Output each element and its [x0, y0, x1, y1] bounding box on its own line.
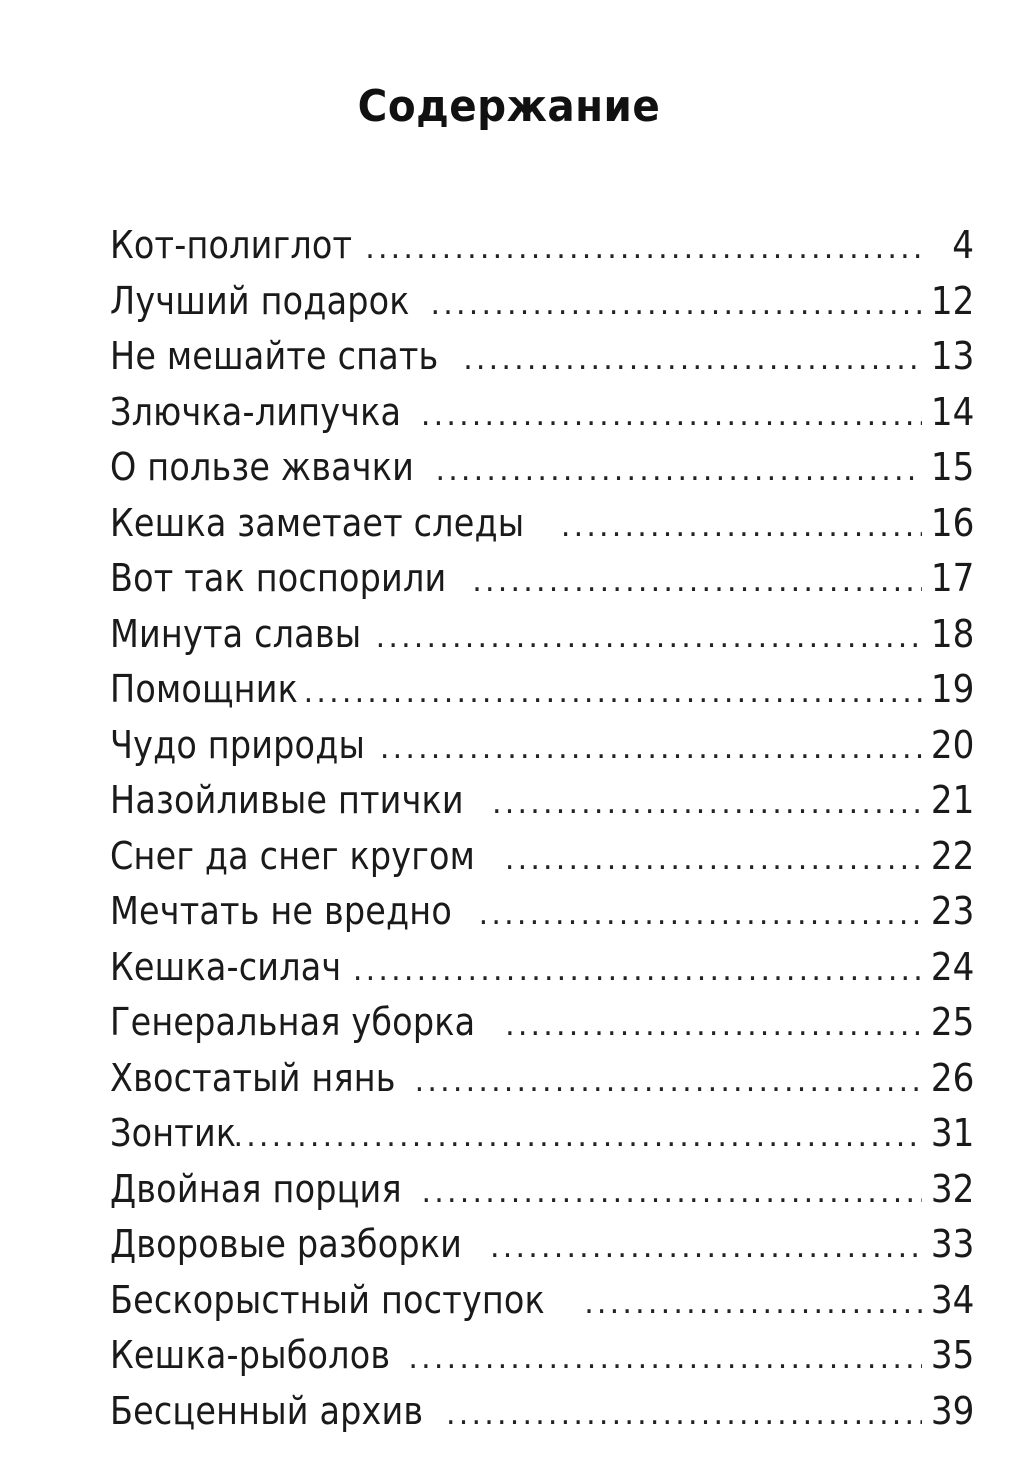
toc-entry-title: Не мешайте спать [110, 334, 439, 378]
toc-entry [110, 995, 974, 1051]
toc-entry-page: 15 [930, 445, 974, 489]
toc-entry [110, 551, 974, 607]
toc-entry [110, 218, 974, 274]
dot-leader [561, 499, 922, 552]
toc-entry-title: Дворовые разборки [110, 1222, 463, 1266]
dot-leader [376, 610, 922, 663]
toc-entry [110, 662, 974, 718]
dot-leader [408, 1331, 921, 1384]
dot-leader [492, 776, 922, 829]
toc-entry-page: 25 [930, 1000, 974, 1044]
toc-entry-page: 24 [930, 944, 974, 989]
toc-entry-page: 35 [930, 1333, 974, 1377]
toc-entry [110, 1051, 974, 1107]
dot-leader [490, 1220, 922, 1273]
toc-entry [110, 1384, 974, 1440]
dot-leader [422, 1165, 922, 1218]
dot-leader [505, 832, 922, 885]
toc-entry-title: Зонтик [110, 1111, 237, 1155]
dot-leader [415, 1054, 922, 1107]
table-of-contents [110, 218, 974, 1439]
toc-entry-title: Двойная порция [110, 1166, 402, 1211]
toc-entry-page: 31 [930, 1111, 974, 1155]
toc-entry [110, 1106, 974, 1162]
dot-leader [421, 388, 922, 441]
toc-entry-title: Минута славы [110, 611, 362, 656]
toc-entry-page: 12 [930, 278, 974, 323]
toc-entry-page: 22 [930, 833, 974, 878]
toc-entry-page: 32 [930, 1166, 974, 1211]
toc-entry [110, 1273, 974, 1329]
toc-entry-title: Хвостатый нянь [110, 1055, 396, 1100]
toc-entry-page: 34 [930, 1277, 974, 1322]
toc-entry [110, 496, 974, 552]
toc-entry-title: Кешка-силач [110, 944, 342, 989]
toc-entry-page: 4 [952, 223, 974, 267]
toc-entry [110, 1162, 974, 1218]
toc-entry [110, 440, 974, 496]
dot-leader [435, 443, 921, 496]
toc-entry-title: Кот-полиглот [110, 223, 353, 267]
toc-entry-title: О пользе жвачки [110, 445, 414, 489]
toc-entry-title: Генеральная уборка [110, 1000, 476, 1044]
toc-entry [110, 1328, 974, 1384]
dot-leader [446, 1387, 922, 1440]
toc-entry-title: Помощник [110, 667, 298, 711]
toc-entry-page: 26 [930, 1055, 974, 1100]
toc-entry-page: 14 [930, 389, 974, 434]
toc-entry-title: Кешка-рыболов [110, 1333, 391, 1377]
toc-entry-page: 39 [930, 1388, 974, 1433]
toc-entry [110, 607, 974, 663]
toc-entry-title: Мечтать не вредно [110, 889, 452, 933]
toc-entry [110, 274, 974, 330]
toc-entry-page: 20 [930, 722, 974, 767]
toc-entry-page: 33 [930, 1222, 974, 1266]
toc-entry-page: 19 [930, 667, 974, 711]
toc-entry [110, 829, 974, 885]
toc-entry-page: 23 [930, 889, 974, 933]
toc-entry-title: Бесценный архив [110, 1388, 424, 1433]
dot-leader [431, 277, 922, 330]
toc-entry-title: Кешка заметает следы [110, 500, 525, 545]
toc-entry-page: 17 [930, 556, 974, 600]
toc-entry [110, 884, 974, 940]
toc-entry-page: 16 [930, 500, 974, 545]
dot-leader [365, 221, 926, 274]
toc-entry-title: Назойливые птички [110, 778, 464, 822]
toc-entry-page: 13 [930, 334, 974, 378]
toc-entry-title: Чудо природы [110, 722, 366, 767]
dot-leader [505, 998, 922, 1051]
toc-entry-title: Снег да снег кругом [110, 833, 476, 878]
dot-leader [584, 1276, 921, 1329]
toc-entry [110, 773, 974, 829]
dot-leader [304, 665, 922, 718]
toc-entry [110, 1217, 974, 1273]
page-title: Содержание [357, 81, 661, 133]
toc-entry [110, 718, 974, 774]
toc-entry-title: Вот так поспорили [110, 556, 447, 600]
toc-entry [110, 329, 974, 385]
dot-leader [353, 943, 922, 996]
toc-entry-title: Лучший подарок [110, 278, 410, 323]
dot-leader [380, 721, 922, 774]
toc-entry-title: Злючка-липучка [110, 389, 402, 434]
dot-leader [463, 332, 921, 385]
dot-leader [233, 1109, 921, 1162]
dot-leader [472, 554, 921, 607]
toc-entry [110, 385, 974, 441]
dot-leader [479, 887, 922, 940]
toc-entry-page: 18 [930, 611, 974, 656]
toc-entry-title: Бескорыстный поступок [110, 1277, 545, 1322]
toc-entry [110, 940, 974, 996]
toc-entry-page: 21 [930, 778, 974, 822]
